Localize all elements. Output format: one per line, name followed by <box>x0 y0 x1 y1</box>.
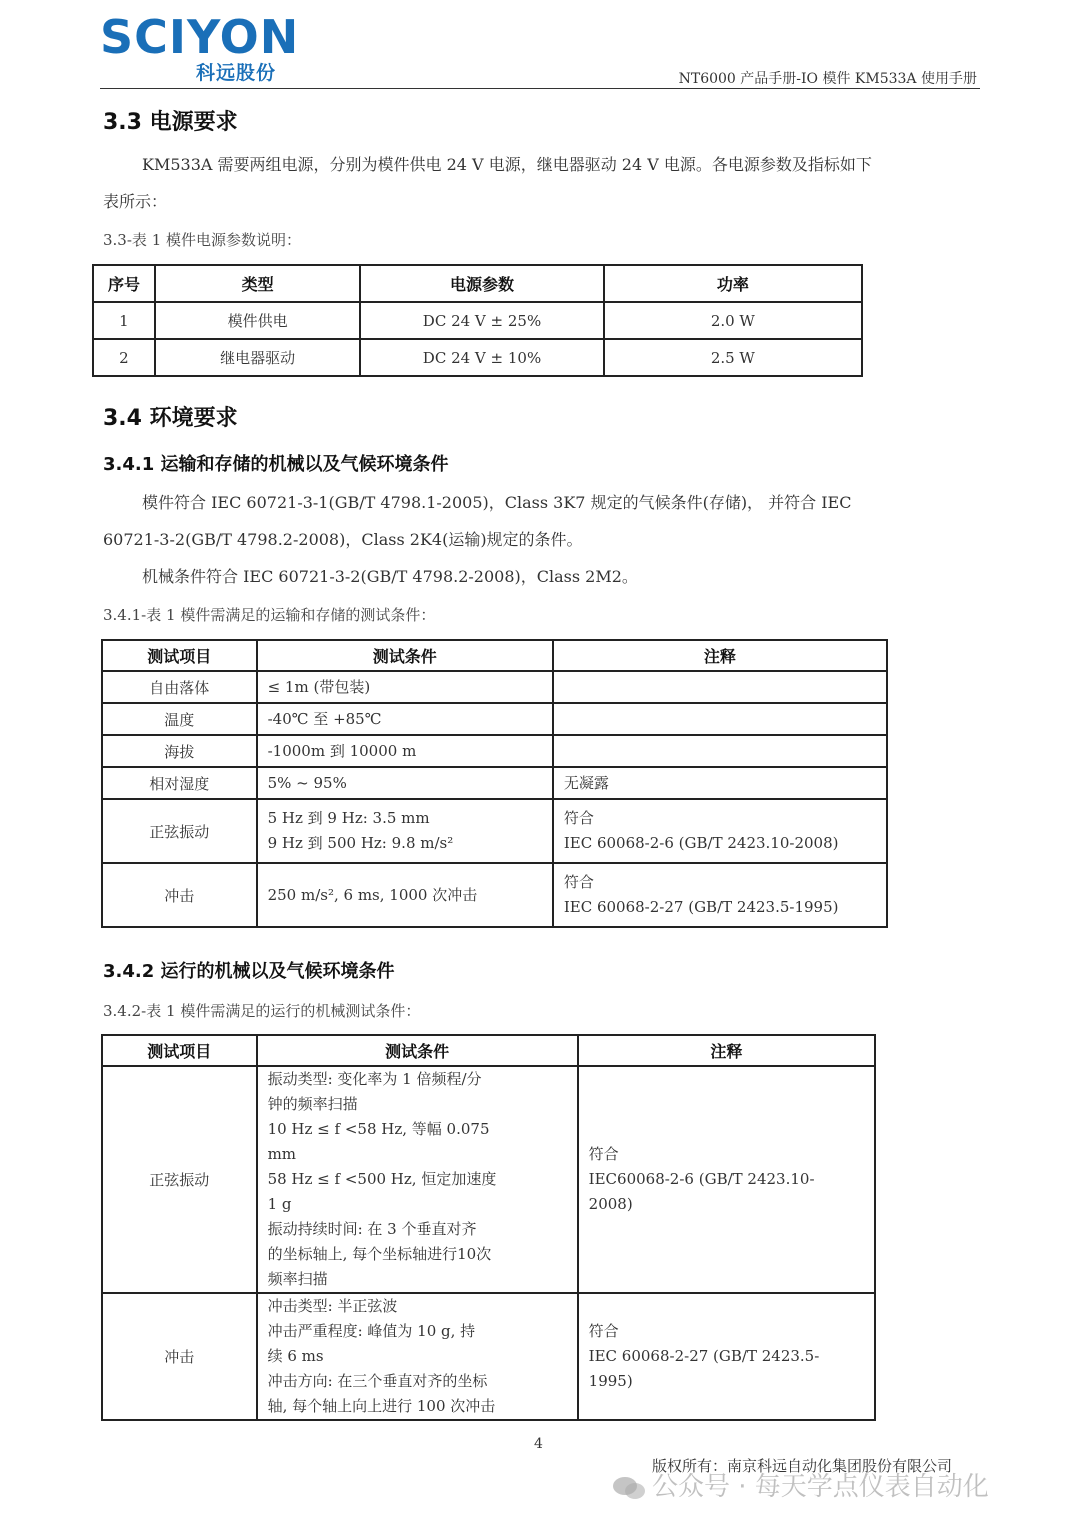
cell-line: 58 Hz ≤ f <500 Hz, 恒定加速度 <box>267 1170 497 1188</box>
header-cell: 测试项目 <box>102 640 257 671</box>
header-cell: 类型 <box>155 265 360 302</box>
company-logo: SCIYON <box>100 10 300 64</box>
note-cell <box>553 863 887 927</box>
table-row <box>102 735 887 767</box>
test-item-cell: 相对湿度 <box>102 767 257 799</box>
table-cell: 2.5 W <box>604 339 862 376</box>
test-condition-cell <box>257 1066 578 1293</box>
test-item-cell: 海拔 <box>102 735 257 767</box>
cell-line: 的坐标轴上, 每个坐标轴进行10次 <box>267 1245 492 1263</box>
table-cell: 2.0 W <box>604 302 862 339</box>
cell-line: IEC 60068-2-27 (GB/T 2423.5- <box>588 1347 820 1365</box>
cell-line: ≤ 1m (带包装) <box>267 677 371 696</box>
header-divider <box>100 88 980 89</box>
cell-line: 符合 <box>563 809 594 827</box>
note-cell <box>578 1066 875 1293</box>
table-row <box>102 1066 875 1293</box>
table-row <box>102 863 887 927</box>
table-row <box>93 302 862 339</box>
cell-line: 5 Hz 到 9 Hz: 3.5 mm <box>267 809 430 827</box>
note-cell <box>553 799 887 863</box>
cell-line: 10 Hz ≤ f <58 Hz, 等幅 0.075 <box>267 1120 490 1138</box>
test-item-cell: 正弦振动 <box>102 1066 257 1293</box>
cell-line: 符合 <box>588 1322 619 1340</box>
note-cell <box>553 671 887 703</box>
table-cell: 继电器驱动 <box>155 339 360 376</box>
cell-line: IEC 60068-2-27 (GB/T 2423.5-1995) <box>563 898 839 916</box>
test-item-cell: 冲击 <box>102 1293 257 1420</box>
company-logo-subtitle: 科远股份 <box>196 62 277 84</box>
table-cell: 模件供电 <box>155 302 360 339</box>
test-item-cell: 正弦振动 <box>102 799 257 863</box>
cell-line: -1000m 到 10000 m <box>267 741 417 760</box>
copyright-notice: 版权所有：南京科远自动化集团股份有限公司 <box>652 1457 953 1475</box>
cell-line: 符合 <box>563 873 594 891</box>
section-3-4-2-heading: 3.4.2 运行的机械以及气候环境条件 <box>103 961 395 982</box>
table-cell: DC 24 V ± 10% <box>360 339 603 376</box>
page-number: 4 <box>534 1436 543 1452</box>
test-condition-cell <box>257 735 553 767</box>
cell-line: 冲击方向: 在三个垂直对齐的坐标 <box>267 1372 488 1390</box>
table-cell: 2 <box>93 339 155 376</box>
table-row <box>102 799 887 863</box>
header-cell: 测试项目 <box>102 1035 257 1066</box>
cell-line: 5% ~ 95% <box>267 773 347 792</box>
cell-line: 2008) <box>588 1195 633 1213</box>
header-cell: 注释 <box>553 640 887 671</box>
cell-line: 频率扫描 <box>267 1270 328 1288</box>
section-3-4-1-heading: 3.4.1 运输和存储的机械以及气候环境条件 <box>103 454 449 475</box>
cell-line: mm <box>267 1145 297 1163</box>
cell-line: 轴, 每个轴上向上进行 100 次冲击 <box>267 1397 496 1415</box>
power-parameters-table <box>92 264 863 377</box>
table-row <box>93 339 862 376</box>
note-cell <box>553 767 887 799</box>
document-title: NT6000 产品手册-IO 模件 KM533A 使用手册 <box>678 71 977 87</box>
cell-line: 振动持续时间: 在 3 个垂直对齐 <box>267 1220 477 1238</box>
test-condition-cell <box>257 671 553 703</box>
table-row <box>102 1293 875 1420</box>
test-item-cell: 温度 <box>102 703 257 735</box>
cell-line: IEC 60068-2-6 (GB/T 2423.10-2008) <box>563 834 839 852</box>
cell-line: 续 6 ms <box>267 1347 324 1365</box>
cell-line: 1 g <box>267 1195 292 1213</box>
header-cell: 序号 <box>93 265 155 302</box>
transport-storage-test-table <box>101 639 888 928</box>
test-condition-cell <box>257 799 553 863</box>
cell-line: 1995) <box>588 1372 633 1390</box>
watermark <box>612 1466 989 1503</box>
cell-line: 无凝露 <box>563 773 609 792</box>
note-cell <box>553 735 887 767</box>
note-cell <box>553 703 887 735</box>
table-cell: DC 24 V ± 25% <box>360 302 603 339</box>
cell-line: IEC60068-2-6 (GB/T 2423.10- <box>588 1170 815 1188</box>
cell-line: 振动类型: 变化率为 1 倍频程/分 <box>267 1070 482 1088</box>
section-3-4-heading: 3.4 环境要求 <box>103 406 238 431</box>
table-row <box>102 767 887 799</box>
table-3-4-1-caption: 3.4.1-表 1 模件需满足的运输和存储的测试条件： <box>103 606 436 624</box>
test-item-cell: 自由落体 <box>102 671 257 703</box>
test-condition-cell <box>257 767 553 799</box>
operating-mechanical-test-table <box>101 1034 876 1421</box>
note-cell <box>578 1293 875 1420</box>
table-cell: 1 <box>93 302 155 339</box>
cell-line: 冲击严重程度: 峰值为 10 g, 持 <box>267 1322 476 1340</box>
cell-line: 钟的频率扫描 <box>267 1095 358 1113</box>
cell-line: 冲击类型: 半正弦波 <box>267 1297 398 1315</box>
table-3-3-caption: 3.3-表 1 模件电源参数说明： <box>103 231 302 249</box>
section-3-4-1-paragraph2: 机械条件符合 IEC 60721-3-2(GB/T 4798.2-2008)，Class 2M2。 <box>142 567 638 586</box>
cell-line: 250 m/s², 6 ms, 1000 次冲击 <box>267 885 478 904</box>
header-cell: 功率 <box>604 265 862 302</box>
section-3-3-heading: 3.3 电源要求 <box>103 110 238 135</box>
table-row <box>102 703 887 735</box>
section-3-3-paragraph-line2: 表所示： <box>103 192 168 211</box>
cell-line: 9 Hz 到 500 Hz: 9.8 m/s² <box>267 834 454 852</box>
header-cell: 电源参数 <box>360 265 603 302</box>
wechat-icon <box>612 1475 646 1501</box>
header-cell: 测试条件 <box>257 1035 578 1066</box>
header-cell: 测试条件 <box>257 640 553 671</box>
section-3-3-paragraph-line1: KM533A 需要两组电源，分别为模件供电 24 V 电源，继电器驱动 24 V 电源。各电源参数及指标如下 <box>142 155 872 174</box>
table-row <box>102 671 887 703</box>
section-3-4-1-paragraph-line1: 模件符合 IEC 60721-3-1(GB/T 4798.1-2005)，Class 3K7 规定的气候条件(存储)， 并符合 IEC <box>142 493 852 512</box>
section-3-4-1-paragraph-line2: 60721-3-2(GB/T 4798.2-2008)，Class 2K4(运输)规定的条件。 <box>103 530 583 549</box>
test-item-cell: 冲击 <box>102 863 257 927</box>
cell-line: -40℃ 至 +85℃ <box>267 709 382 728</box>
watermark-text: 公众号 · 每天学点仪表自动化 <box>652 1472 989 1502</box>
table-3-4-2-caption: 3.4.2-表 1 模件需满足的运行的机械测试条件： <box>103 1002 421 1020</box>
test-condition-cell <box>257 863 553 927</box>
test-condition-cell <box>257 703 553 735</box>
cell-line: 符合 <box>588 1145 619 1163</box>
test-condition-cell <box>257 1293 578 1420</box>
header-cell: 注释 <box>578 1035 875 1066</box>
